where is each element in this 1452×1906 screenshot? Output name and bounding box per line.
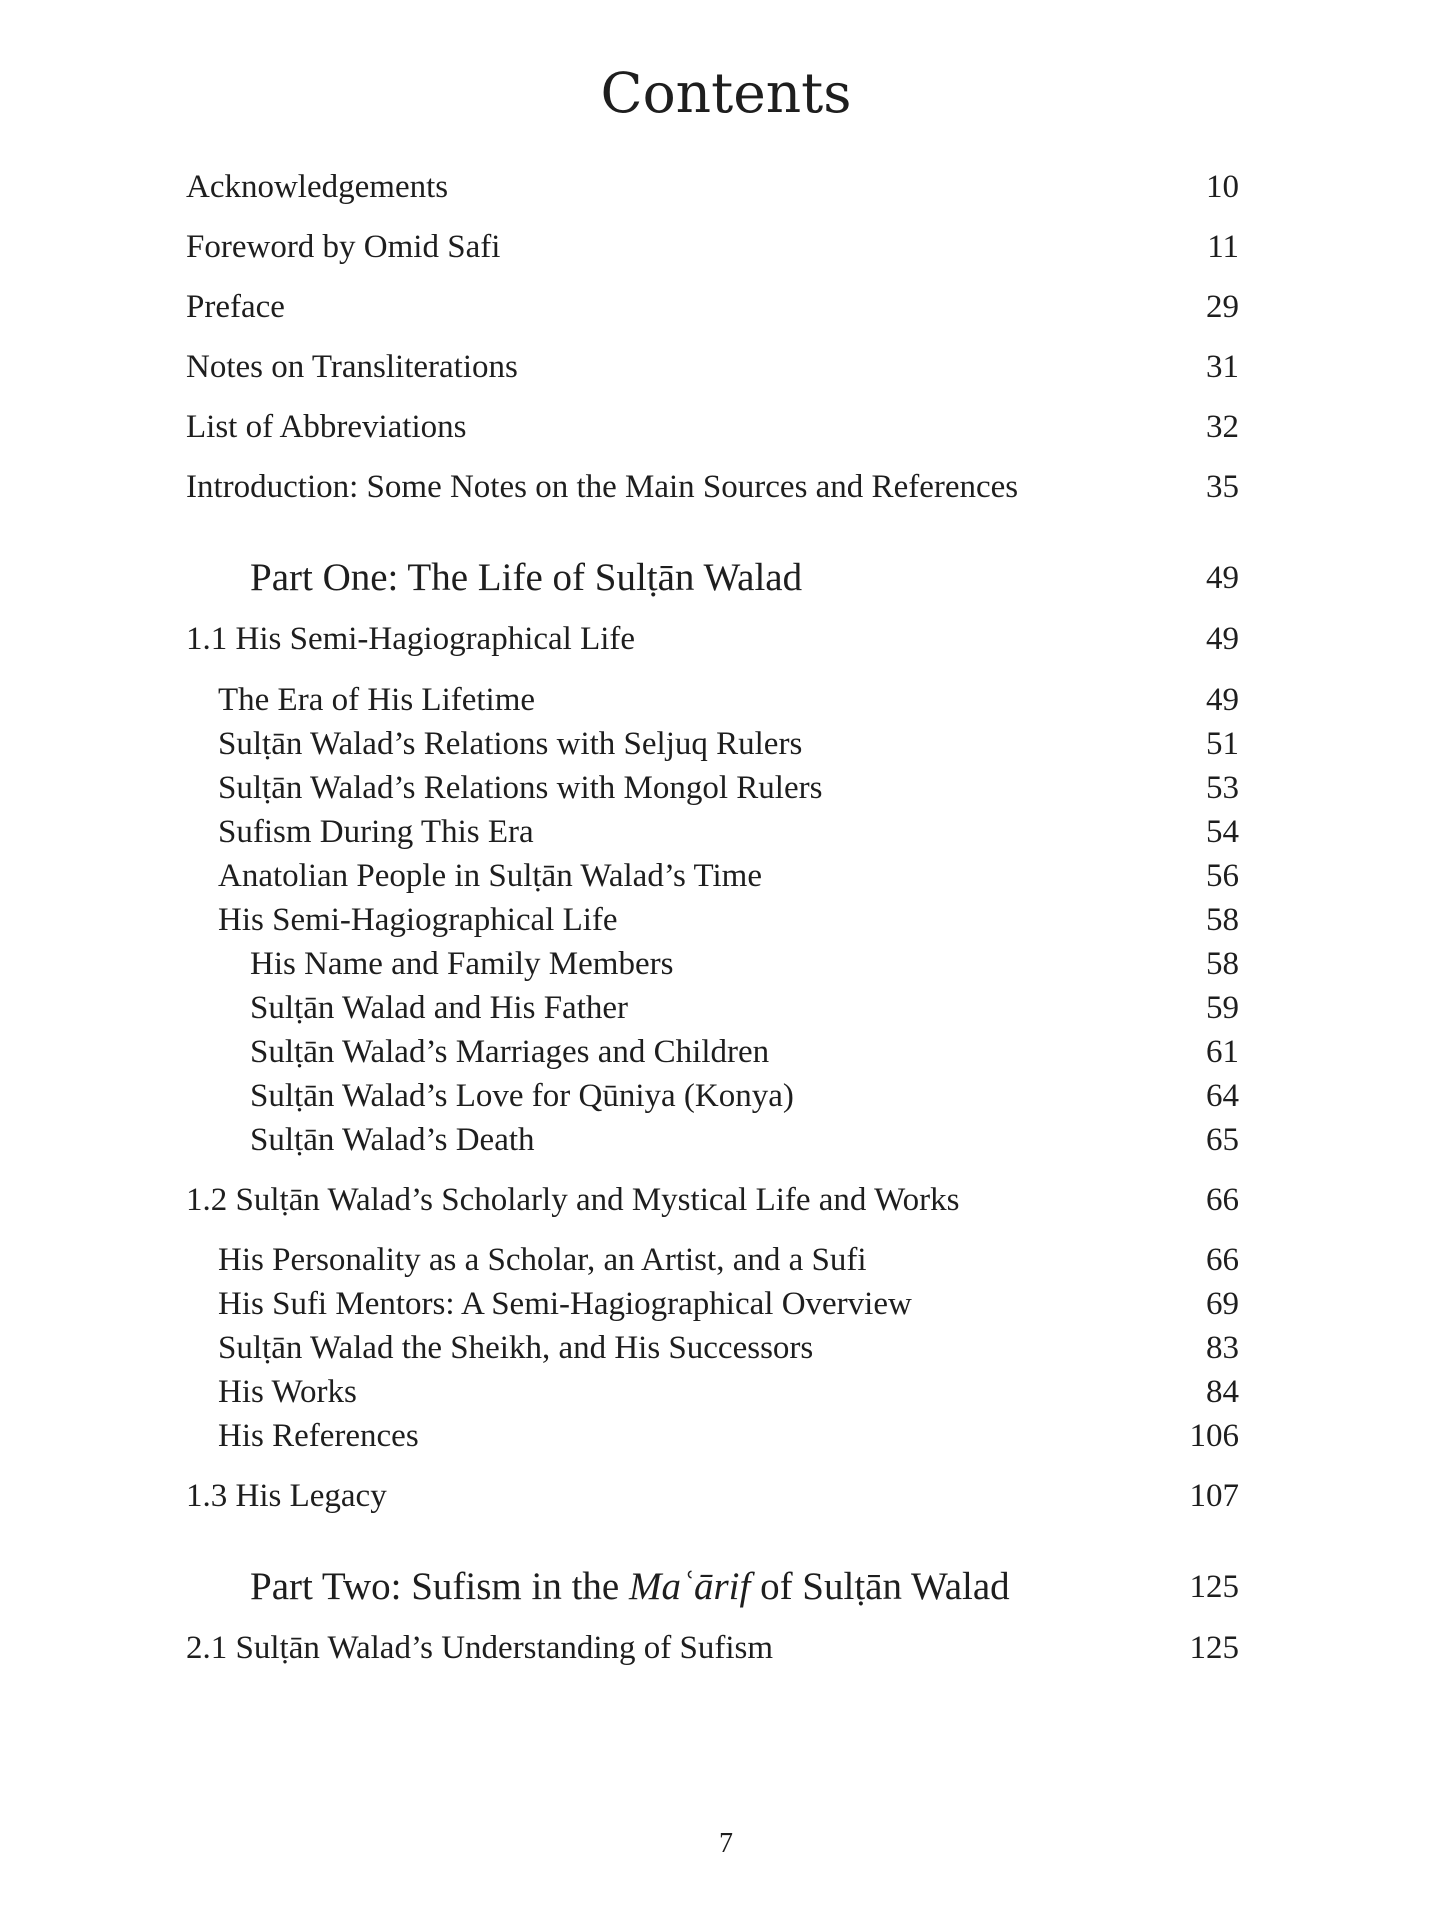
toc-entry-title: His Name and Family Members xyxy=(250,946,674,982)
toc-entry-page: 125 xyxy=(1189,1569,1239,1605)
toc-entry-page: 51 xyxy=(1206,726,1239,762)
toc-entry-page: 54 xyxy=(1206,814,1239,850)
toc-entry[interactable] xyxy=(0,283,1452,331)
toc-entry-title: Sulṭān Walad’s Marriages and Children xyxy=(250,1034,770,1070)
toc-entry-page: 11 xyxy=(1207,229,1239,265)
toc-entry[interactable] xyxy=(0,1472,1452,1520)
toc-entry-page: 31 xyxy=(1206,349,1239,385)
toc-entry-title: The Era of His Lifetime xyxy=(218,682,536,718)
toc-entry[interactable] xyxy=(0,764,1452,812)
toc-entry[interactable] xyxy=(0,223,1452,271)
toc-entry-title: Part One: The Life of Sulṭān Walad xyxy=(250,556,803,599)
toc-entry-title: Sulṭān Walad’s Death xyxy=(250,1122,535,1158)
toc-entry-title: Sulṭān Walad and His Father xyxy=(250,990,629,1026)
toc-entry-title: 1.2 Sulṭān Walad’s Scholarly and Mystical Life and Works xyxy=(186,1182,960,1218)
toc-entry[interactable] xyxy=(0,1280,1452,1328)
toc-entry-page: 49 xyxy=(1206,560,1239,596)
toc-entry-page: 59 xyxy=(1206,990,1239,1026)
toc-entry-title xyxy=(250,1563,1010,1611)
toc-entry-title: His Semi-Hagiographical Life xyxy=(218,902,618,938)
toc-entry[interactable] xyxy=(0,1072,1452,1120)
toc-entry[interactable] xyxy=(0,676,1452,724)
toc-entry[interactable] xyxy=(0,615,1452,663)
toc-entry-title: 2.1 Sulṭān Walad’s Understanding of Sufism xyxy=(186,1630,774,1666)
toc-entry-title: Foreword by Omid Safi xyxy=(186,229,501,265)
toc-entry-title: Preface xyxy=(186,289,285,325)
toc-entry-page: 107 xyxy=(1189,1478,1239,1514)
toc-entry-title: 1.3 His Legacy xyxy=(186,1478,387,1514)
toc-entry-page: 35 xyxy=(1206,469,1239,505)
page-number: 7 xyxy=(719,1828,733,1859)
toc-entry-title: His References xyxy=(218,1418,419,1454)
toc-part-heading[interactable] xyxy=(0,1563,1452,1611)
toc-entry-title: Acknowledgements xyxy=(186,169,449,205)
toc-entry[interactable] xyxy=(0,852,1452,900)
toc-entry-page: 49 xyxy=(1206,682,1239,718)
toc-title-part: of Sulṭān Walad xyxy=(750,1565,1010,1608)
toc-entry-page: 10 xyxy=(1206,169,1239,205)
toc-entry-page: 49 xyxy=(1206,621,1239,657)
toc-title-part: Part Two: Sufism in the xyxy=(250,1565,629,1608)
toc-entry-title: List of Abbreviations xyxy=(186,409,467,445)
toc-entry[interactable] xyxy=(0,940,1452,988)
toc-entry[interactable] xyxy=(0,463,1452,511)
toc-entry-title: 1.1 His Semi-Hagiographical Life xyxy=(186,621,636,657)
toc-entry-title: His Sufi Mentors: A Semi-Hagiographical Overview xyxy=(218,1286,912,1322)
toc-entry-page: 65 xyxy=(1206,1122,1239,1158)
toc-entry-title: Anatolian People in Sulṭān Walad’s Time xyxy=(218,858,762,894)
toc-entry-page: 64 xyxy=(1206,1078,1239,1114)
toc-entry[interactable] xyxy=(0,163,1452,211)
toc-entry-title: Sufism During This Era xyxy=(218,814,534,850)
toc-entry[interactable] xyxy=(0,1624,1452,1672)
toc-entry-title: Sulṭān Walad’s Relations with Seljuq Rulers xyxy=(218,726,803,762)
toc-entry[interactable] xyxy=(0,720,1452,768)
toc-entry-title: Sulṭān Walad’s Love for Qūniya (Konya) xyxy=(250,1078,794,1114)
toc-entry[interactable] xyxy=(0,343,1452,391)
toc-entry-page: 83 xyxy=(1206,1330,1239,1366)
toc-entry[interactable] xyxy=(0,1028,1452,1076)
toc-part-heading[interactable] xyxy=(0,554,1452,602)
toc-title-italic-part: Maʿārif xyxy=(628,1565,751,1608)
toc-entry-page: 58 xyxy=(1206,946,1239,982)
toc-entry-title: His Personality as a Scholar, an Artist, and a Sufi xyxy=(218,1242,867,1278)
toc-entry[interactable] xyxy=(0,1368,1452,1416)
toc-entry-page: 125 xyxy=(1189,1630,1239,1666)
toc-entry-title: Introduction: Some Notes on the Main Sources and References xyxy=(186,469,1019,505)
toc-entry-page: 69 xyxy=(1206,1286,1239,1322)
toc-entry[interactable] xyxy=(0,1176,1452,1224)
toc-entry-title: Sulṭān Walad’s Relations with Mongol Rulers xyxy=(218,770,823,806)
toc-entry-title: His Works xyxy=(218,1374,357,1410)
toc-entry-page: 84 xyxy=(1206,1374,1239,1410)
toc-entry[interactable] xyxy=(0,1324,1452,1372)
toc-entry-page: 66 xyxy=(1206,1182,1239,1218)
toc-entry-page: 29 xyxy=(1206,289,1239,325)
toc-entry-page: 106 xyxy=(1189,1418,1239,1454)
toc-entry[interactable] xyxy=(0,984,1452,1032)
toc-entry-page: 58 xyxy=(1206,902,1239,938)
toc-entry-title: Notes on Transliterations xyxy=(186,349,518,385)
toc-entry-page: 32 xyxy=(1206,409,1239,445)
toc-entry-page: 66 xyxy=(1206,1242,1239,1278)
toc-entry-title: Sulṭān Walad the Sheikh, and His Successors xyxy=(218,1330,814,1366)
page-title: Contents xyxy=(600,61,852,125)
toc-entry-page: 53 xyxy=(1206,770,1239,806)
toc-entry[interactable] xyxy=(0,1236,1452,1284)
toc-entry[interactable] xyxy=(0,403,1452,451)
toc-entry[interactable] xyxy=(0,808,1452,856)
toc-entry[interactable] xyxy=(0,896,1452,944)
toc-entry-page: 56 xyxy=(1206,858,1239,894)
toc-entry-page: 61 xyxy=(1206,1034,1239,1070)
toc-entry[interactable] xyxy=(0,1116,1452,1164)
toc-entry[interactable] xyxy=(0,1412,1452,1460)
